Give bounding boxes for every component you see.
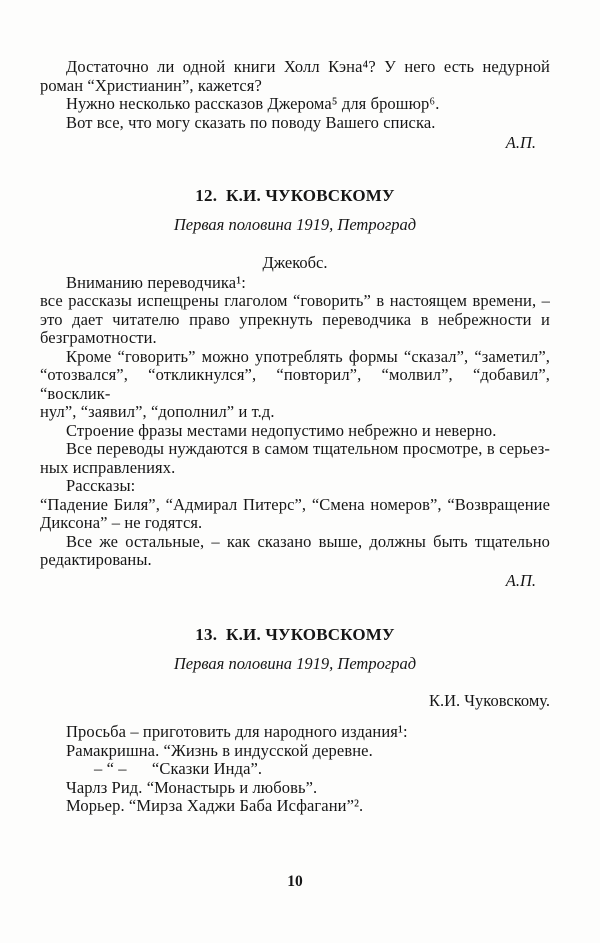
letter-12-dateline: Первая половина 1919, Петроград [173,214,417,234]
page-number: 10 [287,872,303,890]
text-line: Достаточно ли одной книги Холл Кэна⁴? У него есть недурной [66,57,550,76]
text-line: Вниманию переводчика¹: [66,272,246,292]
text-line: Диксона” – не годятся. [40,513,203,532]
text-line: “отозвался”, “откликнулся”, “повторил”, “молвил”, “добавил”, “восклик- [40,365,550,403]
letter-12-salutation: Джекобс. [262,252,328,272]
text-line: роман “Христианин”, кажется? [40,75,262,95]
text-line: Нужно несколько рассказов Джерома⁵ для брошюр⁶. [66,94,440,113]
text-line: Все же остальные, – как сказано выше, должны быть тщательно [66,531,550,551]
signature: А.П. [505,570,536,590]
text-line: ных исправлениях. [40,457,176,477]
text-line: Строение фразы местами недопустимо небрежно и неверно. [66,420,497,440]
letter-12 [40,186,550,591]
text-line: это дает читателю право упрекнуть переводчика в небрежности и [40,309,550,329]
text-line: редактированы. [40,550,152,569]
letter-12-heading: 12. К.И. ЧУКОВСКОМУ [195,185,395,205]
text-line: Морьер. “Мирза Хаджи Баба Исфагани”². [66,796,364,815]
text-line: Рассказы: [66,476,136,495]
letter-13 [40,625,550,816]
letter-13-dateline: Первая половина 1919, Петроград [173,654,417,673]
letter-12-body [40,274,550,570]
text-line: – “ – “Сказки Инда”. [94,759,263,778]
letter-fragment-body [40,58,550,132]
text-line: нул”, “заявил”, “дополнил” и т.д. [40,402,275,421]
text-line: Рамакришна. “Жизнь в индусской деревне. [66,740,373,760]
text-line: все рассказы испещрены глаголом “говорить” в настоящем времени, – [40,291,550,310]
letter-13-addressee: К.И. Чуковскому. [429,691,550,710]
letter-13-body [40,723,550,816]
letter-13-heading: 13. К.И. ЧУКОВСКОМУ [195,625,395,644]
text-line: Кроме “говорить” можно употреблять формы “сказал”, “заметил”, [66,346,550,366]
text-line: Чарлз Рид. “Монастырь и любовь”. [66,777,318,797]
letter-fragment-end [40,58,550,153]
signature: А.П. [505,133,536,152]
text-line: безграмотности. [40,328,157,347]
text-line: Все переводы нуждаются в самом тщательном просмотре, в серьез- [66,439,550,458]
text-line: Вот все, что могу сказать по поводу Вашего списка. [66,112,436,132]
page-content [40,58,550,891]
text-line: Просьба – приготовить для народного издания¹: [66,722,408,741]
text-line: “Падение Биля”, “Адмирал Питерс”, “Смена номеров”, “Возвращение [40,494,550,514]
